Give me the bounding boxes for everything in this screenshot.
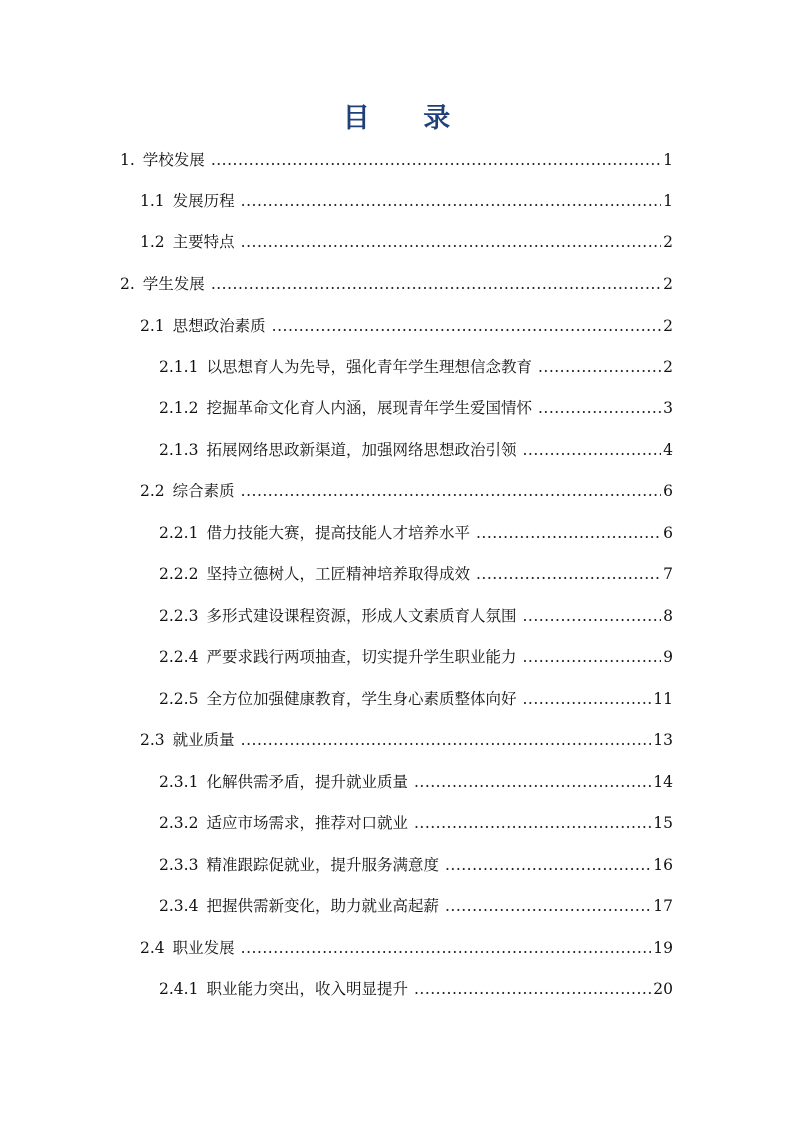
toc-leader-dots xyxy=(476,523,661,543)
toc-entry-text: 把握供需新变化，助力就业高起薪 xyxy=(206,897,439,915)
toc-entry-number: 2.1 xyxy=(140,317,165,335)
toc-entry-page: 14 xyxy=(653,773,673,791)
toc-entry-number: 2.3.4 xyxy=(159,897,199,915)
toc-entry[interactable] xyxy=(159,564,673,584)
toc-leader-dots xyxy=(241,232,661,252)
toc-entry-text: 思想政治素质 xyxy=(172,317,266,335)
toc-entry-text: 适应市场需求，推荐对口就业 xyxy=(206,814,408,832)
toc-entry-text: 借力技能大赛，提高技能人才培养水平 xyxy=(206,524,470,542)
toc-entry-page: 9 xyxy=(663,648,673,666)
toc-entry-page: 2 xyxy=(663,233,673,251)
toc-entry[interactable] xyxy=(159,523,673,543)
toc-entry-page: 8 xyxy=(663,607,673,625)
toc-entry[interactable] xyxy=(159,440,673,460)
toc-entry[interactable] xyxy=(159,772,673,792)
toc-entry-text: 职业发展 xyxy=(172,939,235,957)
toc-entry-text: 学生发展 xyxy=(142,275,205,293)
toc-entry-text: 综合素质 xyxy=(172,482,235,500)
toc-entry-number: 2.2.4 xyxy=(159,648,199,666)
toc-entry-number: 2.4.1 xyxy=(159,980,199,998)
toc-entry-number: 2.2.2 xyxy=(159,565,199,583)
toc-entry-text: 挖掘革命文化育人内涵，展现青年学生爱国情怀 xyxy=(206,399,532,417)
toc-entry-number: 2.3.2 xyxy=(159,814,199,832)
toc-leader-dots xyxy=(522,606,661,626)
toc-leader-dots xyxy=(211,150,661,170)
toc-entry[interactable] xyxy=(159,979,673,999)
toc-entry-page: 15 xyxy=(653,814,673,832)
toc-entry-number: 2.2.5 xyxy=(159,690,199,708)
toc-entry-text: 以思想育人为先导，强化青年学生理想信念教育 xyxy=(206,358,532,376)
toc-entry[interactable] xyxy=(140,232,673,252)
toc-entry-number: 1.1 xyxy=(140,192,165,210)
toc-entry-number: 1. xyxy=(120,151,135,169)
toc-entry-page: 6 xyxy=(663,482,673,500)
toc-entry-text: 多形式建设课程资源，形成人文素质育人氛围 xyxy=(206,607,517,625)
toc-entry-page: 20 xyxy=(653,980,673,998)
toc-entry-text: 主要特点 xyxy=(172,233,235,251)
toc-entry-number: 2.2.3 xyxy=(159,607,199,625)
toc-entry-number: 2.2.1 xyxy=(159,524,199,542)
toc-entry-number: 2. xyxy=(120,275,135,293)
toc-entry[interactable] xyxy=(159,689,673,709)
toc-entry-page: 2 xyxy=(663,275,673,293)
toc-entry-text: 化解供需矛盾，提升就业质量 xyxy=(206,773,408,791)
toc-entry-page: 1 xyxy=(663,192,673,210)
toc-leader-dots xyxy=(522,647,661,667)
toc-entry[interactable] xyxy=(159,896,673,916)
toc-leader-dots xyxy=(241,191,661,211)
toc-entry-page: 7 xyxy=(663,565,673,583)
toc-entry-number: 2.2 xyxy=(140,482,165,500)
toc-entry[interactable] xyxy=(159,398,673,418)
toc-title: 目 录 xyxy=(342,103,473,134)
toc-entry[interactable] xyxy=(159,357,673,377)
toc-entry[interactable] xyxy=(140,481,673,501)
toc-entry[interactable] xyxy=(159,606,673,626)
toc-leader-dots xyxy=(211,274,661,294)
toc-entry-number: 2.4 xyxy=(140,939,165,957)
toc-entry[interactable] xyxy=(140,316,673,336)
toc-entry-page: 4 xyxy=(663,441,673,459)
toc-leader-dots xyxy=(522,689,651,709)
toc-leader-dots xyxy=(445,896,651,916)
toc-leader-dots xyxy=(241,730,652,750)
toc-entry-number: 2.1.3 xyxy=(159,441,199,459)
toc-leader-dots xyxy=(445,855,651,875)
toc-entry-text: 严要求践行两项抽查，切实提升学生职业能力 xyxy=(206,648,517,666)
toc-leader-dots xyxy=(538,357,661,377)
toc-entry-number: 2.3.3 xyxy=(159,856,199,874)
toc-entry-page: 6 xyxy=(663,524,673,542)
toc-leader-dots xyxy=(414,979,651,999)
toc-entry-page: 2 xyxy=(663,358,673,376)
toc-leader-dots xyxy=(241,481,661,501)
toc-entry-page: 16 xyxy=(653,856,673,874)
toc-entry[interactable] xyxy=(159,855,673,875)
toc-entry-text: 坚持立德树人，工匠精神培养取得成效 xyxy=(206,565,470,583)
toc-leader-dots xyxy=(414,813,651,833)
toc-entry-page: 3 xyxy=(663,399,673,417)
toc-entry-text: 职业能力突出，收入明显提升 xyxy=(206,980,408,998)
toc-entry-page: 17 xyxy=(653,897,673,915)
toc-entry-page: 19 xyxy=(653,939,673,957)
toc-entry[interactable] xyxy=(140,191,673,211)
toc-entry[interactable] xyxy=(120,150,673,170)
toc-entry[interactable] xyxy=(159,647,673,667)
toc-entry[interactable] xyxy=(140,938,673,958)
toc-entry-text: 全方位加强健康教育，学生身心素质整体向好 xyxy=(206,690,517,708)
toc-leader-dots xyxy=(241,938,652,958)
toc-leader-dots xyxy=(522,440,661,460)
toc-entry[interactable] xyxy=(159,813,673,833)
toc-entry-text: 发展历程 xyxy=(172,192,235,210)
toc-leader-dots xyxy=(476,564,661,584)
toc-entry-page: 2 xyxy=(663,317,673,335)
toc-entry-number: 2.3.1 xyxy=(159,773,199,791)
toc-entry-text: 学校发展 xyxy=(142,151,205,169)
toc-entry-number: 2.3 xyxy=(140,731,165,749)
toc-entry-number: 2.1.2 xyxy=(159,399,199,417)
toc-leader-dots xyxy=(414,772,651,792)
toc-entry[interactable] xyxy=(120,274,673,294)
toc-entry-page: 11 xyxy=(653,690,673,708)
toc-entry-number: 1.2 xyxy=(140,233,165,251)
toc-entry-text: 拓展网络思政新渠道，加强网络思想政治引领 xyxy=(206,441,517,459)
toc-entry-number: 2.1.1 xyxy=(159,358,199,376)
toc-entry-page: 13 xyxy=(653,731,673,749)
toc-leader-dots xyxy=(272,316,661,336)
toc-entry-text: 就业质量 xyxy=(172,731,235,749)
toc-entry[interactable] xyxy=(140,730,673,750)
toc-entry-text: 精准跟踪促就业，提升服务满意度 xyxy=(206,856,439,874)
toc-entry-page: 1 xyxy=(663,151,673,169)
toc-leader-dots xyxy=(538,398,661,418)
